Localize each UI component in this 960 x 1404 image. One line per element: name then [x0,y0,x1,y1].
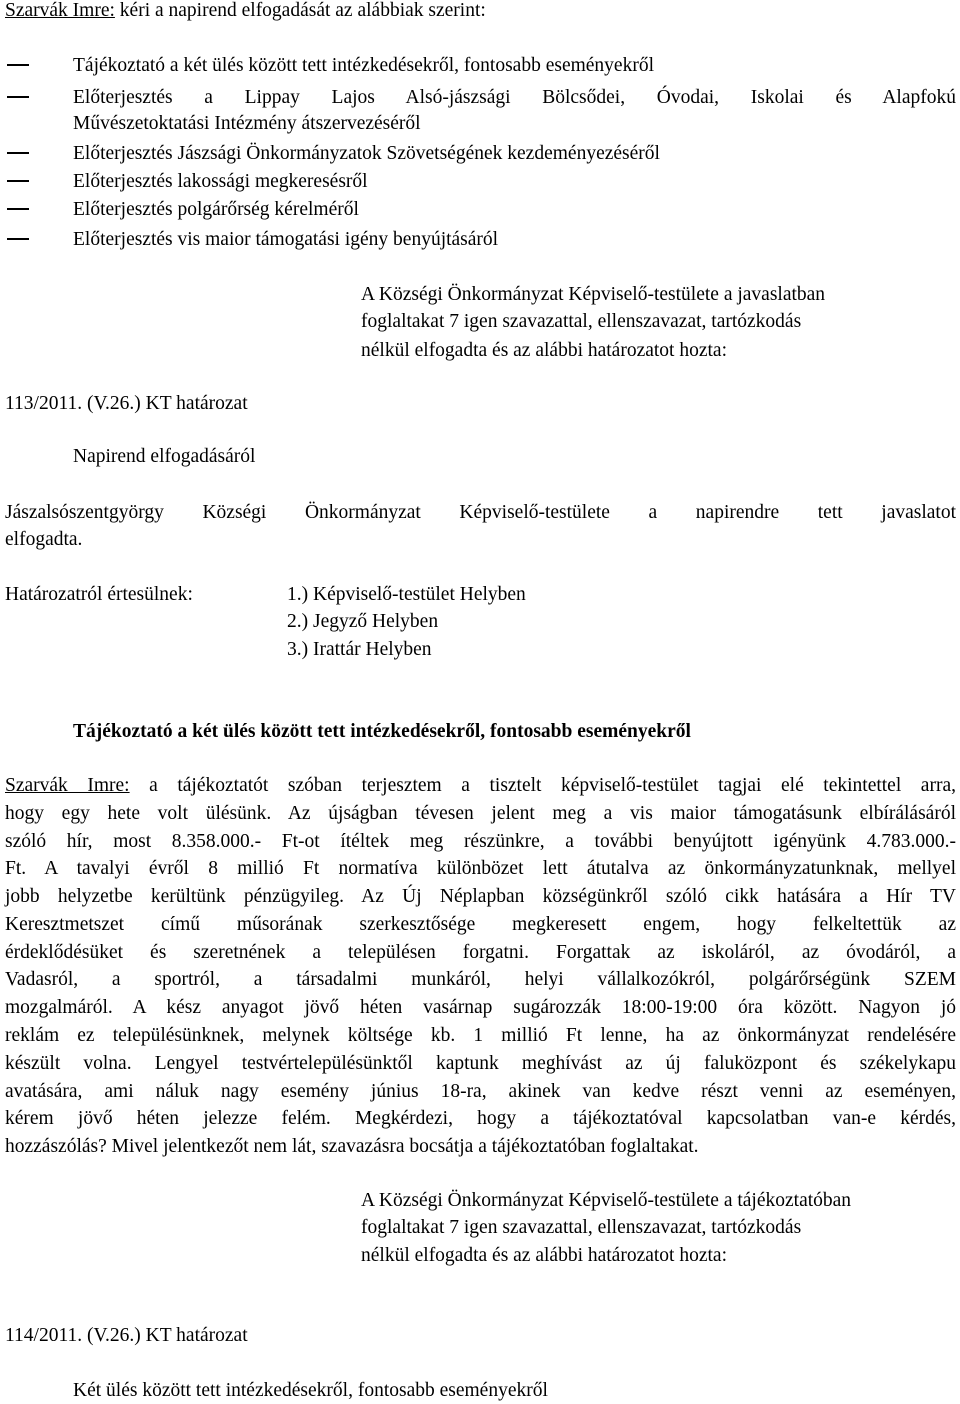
list-item: Előterjesztés polgárőrség kérelméről [0,196,960,223]
resolution-body: Jászalsószentgyörgy Községi Önkormányzat Képviselő-testülete a napirendre tett javaslatot [5,502,956,523]
intro-text: kéri a napirend elfogadását az alábbiak szerint: [114,0,486,21]
list-item: Előterjesztés a Lippay Lajos Alsó-jászsági Bölcsődei, Óvodai, Iskolai és Alapfokú [0,84,960,111]
dash-bullet-icon [7,208,29,210]
speaker-name: Szarvák Imre: [5,775,130,796]
resolution-body-end: elfogadta. [5,529,83,550]
list-item: Előterjesztés vis maior támogatási igény benyújtásáról [0,226,960,253]
dash-bullet-icon [7,238,29,240]
dash-bullet-icon [7,152,29,154]
resolution-number: 114/2011. (V.26.) KT határozat [5,1325,248,1346]
resolution-subject: Napirend elfogadásáról [73,446,256,467]
speaker-name: Szarvák Imre: [5,0,115,21]
list-item: 2.) Jegyző Helyben [287,611,439,632]
dash-bullet-icon [7,180,29,182]
intro-line [5,0,486,24]
resolution-number: 113/2011. (V.26.) KT határozat [5,393,248,414]
list-item: Előterjesztés lakossági megkeresésről [0,168,960,195]
list-item: Előterjesztés Jászsági Önkormányzatok Szövetségének kezdeményezéséről [0,140,960,167]
document-page: Szarvák Imre: kéri a napirend elfogadását az alábbiak szerint: Tájékoztató a két ülés között tett intézkedésekről, fontosabb eseményekről Előterjesztés a Lippay Lajos Alsó-jászsági Bölcsődei, Óvodai, Iskolai és Alapfokú Művészetoktatási Intézmény átszervezéséről Előterjesztés Jászsági Önkormányzatok Szövetségének kezdeményezéséről Előterjesztés lakossági megkeresésről Előterjesztés polgárőrség kérelméről Előterjesztés vis maior támogatási igény benyújtásáról A Községi Önkormányzat Képviselő-testülete a javaslatban foglaltakat 7 igen szavazattal, ellenszavazat, tartózkodás nélkül elfogadta és az alábbi határozatot hozta: 113/2011. (V.26.) KT határozat Napirend elfogadásáról Jászalsószentgyörgy Községi Önkormányzat Képviselő-testülete a napirendre tett javaslatot elfogadta. Határozatról értesülnek: 1.) Képviselő-testület Helyben 2.) Jegyző Helyben 3.) Irattár Helyben Tájékoztató a két ülés között tett intézkedésekről, fontosabb eseményekről Szarvák Imre: a tájékoztatót szóban terjesztem a tisztelt képviselő-testület tagjai elé tekintettel arra, hogy egy hete volt ülésünk. Az újságban tévesen jelent meg a vis maior támogatásunk elbírálásáról szóló hír, most 8.358.000.- Ft-ot ítéltek meg részünkre, a további benyújtott igényünk 4.783.000.- Ft. A tavalyi évről 8 millió Ft normatíva különbözet lett átutalva az önkormányzatunknak, mellyel jobb helyzetbe kerültünk pénzügyileg. Az Új Néplapban községünkről szóló cikk hatására a Hír TV Keresztmetszet című műsorának szerkesztősége megkeresett engem, hogy felkeltettük az érdeklődésüket és szeretnének a településen forgatni. Forgattak az iskoláról, az óvodáról, a Vadasról, a sportról, a társadalmi munkáról, helyi vállalkozókról, polgárőrségünk SZEM mozgalmáról. A kész anyagot jövő héten vasárnap sugározzák 18:00-19:00 óra között. Nagyon jó reklám ez településünknek, melynek költsége kb. 1 millió Ft lenne, ha az önkormányzat rendelésére készült volna. Lengyel testvértelepülésünktől kaptunk meghívást az új faluközpont és székelykapu avatására, ami náluk nagy esemény június 18-ra, akinek van kedve részt venni az eseményen, kérem jövő héten jelezze felém. Megkérdezi, hogy a tájékoztatóval kapcsolatban van-e kérdés, hozzászólás? Mivel jelentkezőt nem lát, szavazásra bocsátja a tájékoztatóban foglaltakat. A Községi Önkormányzat Képviselő-testülete a tájékoztatóban foglaltakat 7 igen szavazattal, ellenszavazat, tartózkodás nélkül elfogadta és az alábbi határozatot hozta: 114/2011. (V.26.) KT határozat Két ülés között tett intézkedésekről, fontosabb eseményekről [0,0,960,1402]
dash-bullet-icon [7,96,29,98]
dash-bullet-icon [7,64,29,66]
list-item: Tájékoztató a két ülés között tett intézkedésekről, fontosabb eseményekről [0,52,960,79]
section-title: Tájékoztató a két ülés között tett intézkedésekről, fontosabb eseményekről [73,721,691,742]
list-item: 3.) Irattár Helyben [287,639,432,660]
notify-label: Határozatról értesülnek: [5,584,193,605]
list-item-continuation: Művészetoktatási Intézmény átszervezéséről [73,113,421,134]
list-item: 1.) Képviselő-testület Helyben [287,584,526,605]
resolution-subject: Két ülés között tett intézkedésekről, fontosabb eseményekről [73,1380,548,1401]
